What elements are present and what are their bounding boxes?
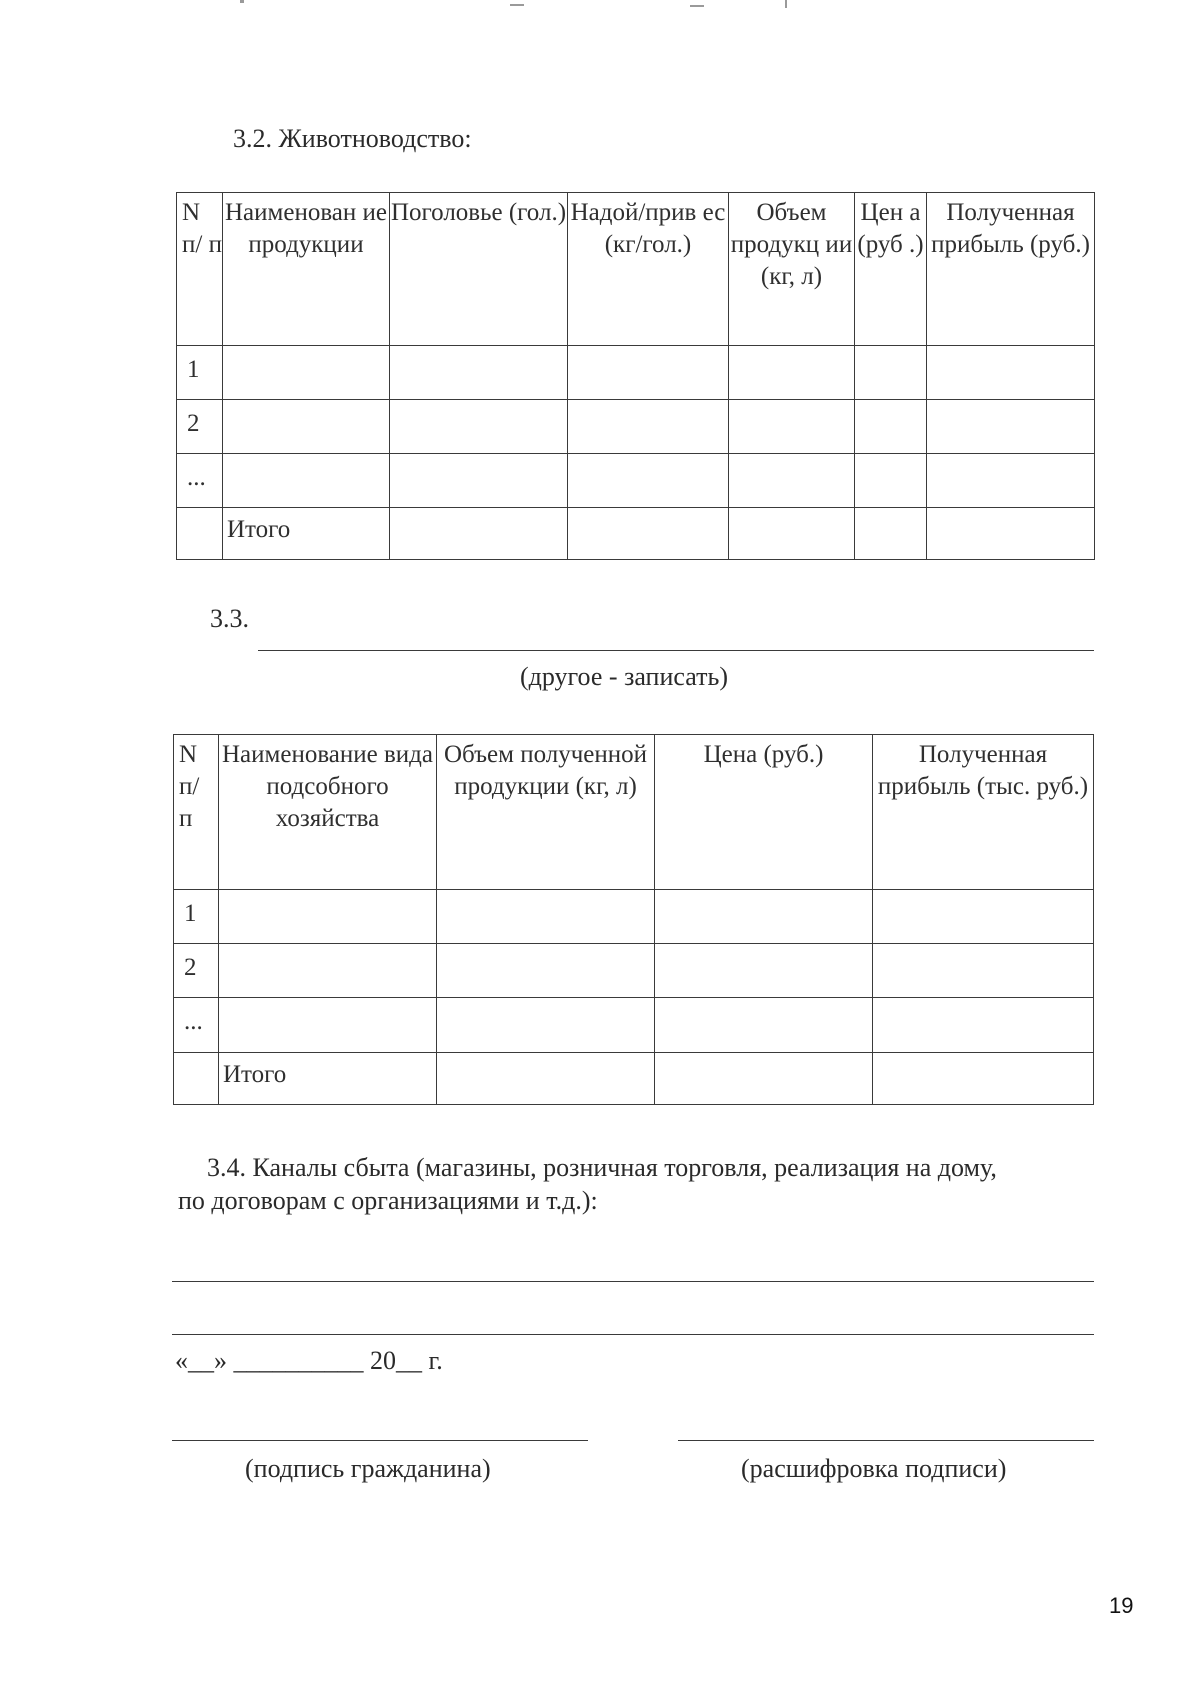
fill-in-line xyxy=(172,1334,1094,1335)
table-cell xyxy=(855,454,927,508)
table-cell xyxy=(568,346,729,400)
row-name xyxy=(223,400,390,454)
row-number xyxy=(174,1053,219,1105)
row-number: 2 xyxy=(174,944,219,998)
column-header: Объем полученной продукции (кг, л) xyxy=(437,735,655,890)
row-name xyxy=(223,346,390,400)
table-cell xyxy=(437,944,655,998)
table-cell xyxy=(855,346,927,400)
fill-in-line xyxy=(258,650,1094,651)
column-header: N п/ п xyxy=(177,193,223,346)
row-number: ... xyxy=(174,998,219,1053)
table-cell xyxy=(568,400,729,454)
table-cell xyxy=(437,890,655,944)
table-row xyxy=(177,346,1095,400)
total-label: Итого xyxy=(219,1053,437,1105)
table-cell xyxy=(855,400,927,454)
total-label: Итого xyxy=(223,508,390,560)
section-3-4-text-line1: 3.4. Каналы сбыта (магазины, розничная торговля, реализация на дому, xyxy=(207,1153,997,1182)
table-cell xyxy=(729,400,855,454)
row-number: ... xyxy=(177,454,223,508)
column-header: Полученная прибыль (руб.) xyxy=(927,193,1095,346)
row-name xyxy=(219,998,437,1053)
section-3-4-text-line2: по договорам с организациями и т.д.): xyxy=(178,1186,598,1215)
column-header: Поголовье (гол.) xyxy=(390,193,568,346)
table-cell xyxy=(390,508,568,560)
row-number xyxy=(177,508,223,560)
section-3-3-caption: (другое - записать) xyxy=(520,662,728,691)
table-cell xyxy=(729,346,855,400)
section-3-3-heading: 3.3. xyxy=(210,604,249,633)
column-header: Объем продукц ии (кг, л) xyxy=(729,193,855,346)
table-cell xyxy=(729,508,855,560)
table-cell xyxy=(855,508,927,560)
table-cell xyxy=(390,400,568,454)
citizen-signature-caption: (подпись гражданина) xyxy=(245,1454,491,1483)
table-cell xyxy=(655,890,873,944)
table-cell xyxy=(927,400,1095,454)
table-cell xyxy=(655,1053,873,1105)
table-cell xyxy=(873,890,1094,944)
scan-artifact xyxy=(785,0,787,8)
fill-in-line xyxy=(172,1281,1094,1282)
table-header-row xyxy=(177,193,1095,346)
row-name xyxy=(223,454,390,508)
row-number: 1 xyxy=(174,890,219,944)
column-header: Наименован ие продукции xyxy=(223,193,390,346)
table-cell xyxy=(437,998,655,1053)
subsidiary-farm-table xyxy=(173,734,1094,1105)
table-cell xyxy=(390,346,568,400)
row-name xyxy=(219,890,437,944)
table-total-row xyxy=(177,508,1095,560)
table-cell xyxy=(568,454,729,508)
signature-decoding-line xyxy=(678,1440,1094,1441)
table-cell xyxy=(655,944,873,998)
table-cell xyxy=(729,454,855,508)
row-number: 1 xyxy=(177,346,223,400)
table-cell xyxy=(437,1053,655,1105)
table-cell xyxy=(873,944,1094,998)
table-cell xyxy=(873,1053,1094,1105)
table-cell xyxy=(927,346,1095,400)
table-row xyxy=(177,400,1095,454)
table-cell xyxy=(873,998,1094,1053)
row-name xyxy=(219,944,437,998)
column-header: Наименование вида подсобного хозяйства xyxy=(219,735,437,890)
scan-artifact xyxy=(690,5,704,7)
scan-artifact xyxy=(510,4,524,6)
scan-artifact xyxy=(240,0,244,3)
table-total-row xyxy=(174,1053,1094,1105)
signature-decoding-caption: (расшифровка подписи) xyxy=(741,1454,1007,1483)
row-number: 2 xyxy=(177,400,223,454)
table-row xyxy=(177,454,1095,508)
table-cell xyxy=(927,508,1095,560)
column-header: N п/ п xyxy=(174,735,219,890)
column-header: Полученная прибыль (тыс. руб.) xyxy=(873,735,1094,890)
column-header: Цена (руб.) xyxy=(655,735,873,890)
table-row xyxy=(174,944,1094,998)
table-row xyxy=(174,890,1094,944)
signature-line xyxy=(172,1440,588,1441)
section-3-2-heading: 3.2. Животноводство: xyxy=(233,124,472,153)
table-cell xyxy=(568,508,729,560)
livestock-table xyxy=(176,192,1095,560)
page-number: 19 xyxy=(1109,1593,1134,1618)
table-cell xyxy=(927,454,1095,508)
column-header: Надой/прив ес (кг/гол.) xyxy=(568,193,729,346)
table-cell xyxy=(655,998,873,1053)
table-row xyxy=(174,998,1094,1053)
table-header-row xyxy=(174,735,1094,890)
column-header: Цен а (руб .) xyxy=(855,193,927,346)
date-line: «__» __________ 20__ г. xyxy=(175,1346,443,1375)
table-cell xyxy=(390,454,568,508)
